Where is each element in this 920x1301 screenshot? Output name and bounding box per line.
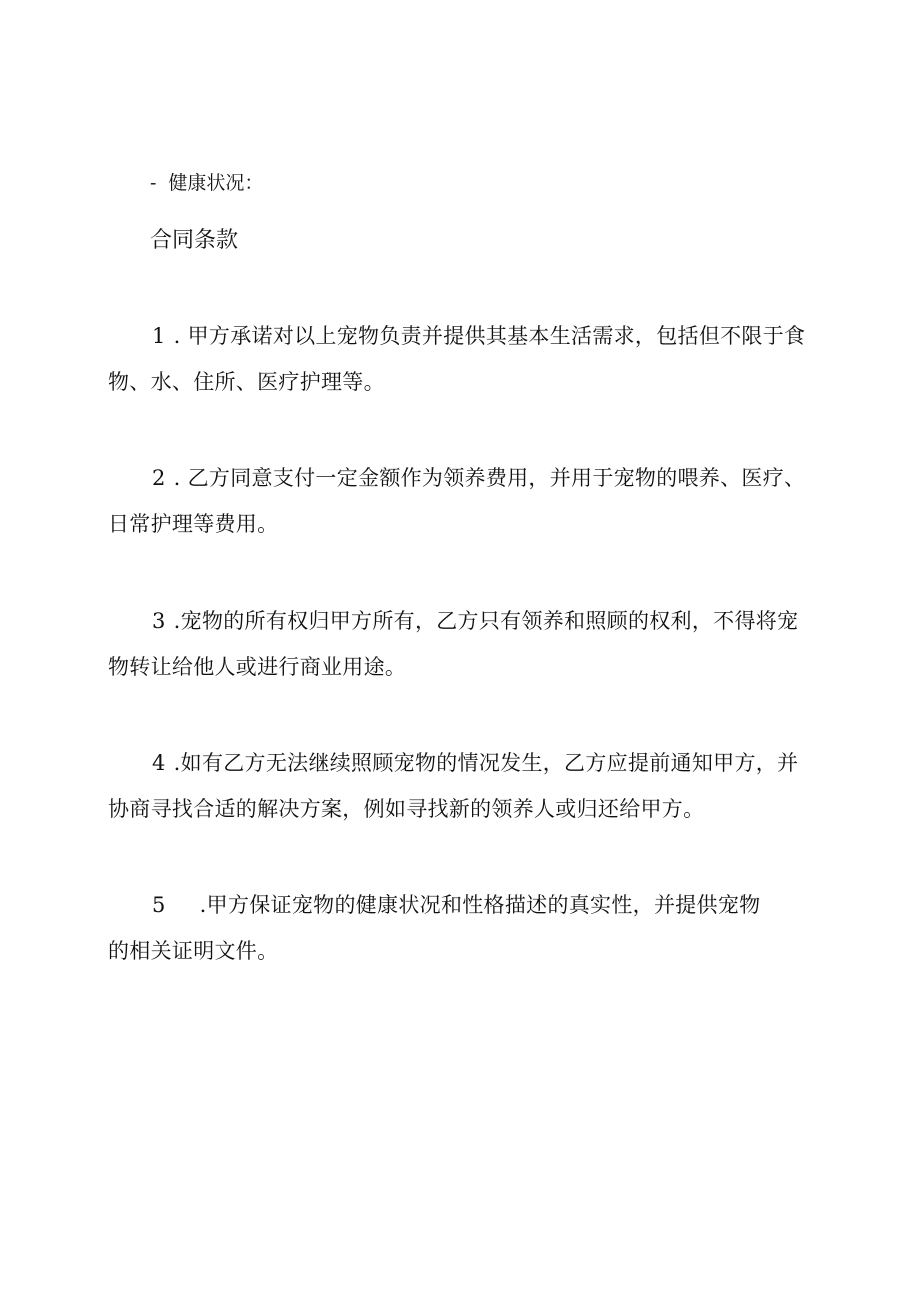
clause-first-line <box>108 882 820 928</box>
clause-continuation: 的相关证明文件。 <box>108 939 279 963</box>
section-title: 合同条款 <box>150 228 239 253</box>
clause-first-line <box>108 740 820 786</box>
clause-first-line <box>108 598 820 644</box>
clause-number: 4 <box>152 751 166 775</box>
clause-first-line <box>108 313 820 359</box>
clause-number: 5 <box>152 893 166 917</box>
clause-continuation: 协商寻找合适的解决方案，例如寻找新的领养人或归还给甲方。 <box>108 797 705 821</box>
clause-3 <box>108 598 820 690</box>
health-status-line <box>150 168 263 198</box>
clause-5 <box>108 882 820 974</box>
clause-text: . 乙方同意支付一定金额作为领养费用，并用于宠物的喂养、医疗、 <box>173 466 806 490</box>
clause-text: .甲方保证宠物的健康状况和性格描述的真实性，并提供宠物 <box>199 893 761 917</box>
clause-text: .如有乙方无法继续照顾宠物的情况发生，乙方应提前通知甲方，并 <box>173 751 799 775</box>
clause-number: 3 <box>152 609 166 633</box>
health-status-label: 健康状况： <box>168 172 264 194</box>
clause-text: . 甲方承诺对以上宠物负责并提供其基本生活需求，包括但不限于食 <box>173 324 806 348</box>
clause-number: 1 <box>152 324 166 348</box>
clause-4 <box>108 740 820 832</box>
clause-number: 2 <box>152 466 166 490</box>
clause-continuation: 物转让给他人或进行商业用途。 <box>108 655 407 679</box>
clause-continuation: 日常护理等费用。 <box>108 512 279 536</box>
clause-2 <box>108 455 820 547</box>
clause-text: .宠物的所有权归甲方所有，乙方只有领养和照顾的权利，不得将宠 <box>173 609 799 633</box>
clause-continuation: 物、水、住所、医疗护理等。 <box>108 370 385 394</box>
list-dash: - <box>150 172 157 194</box>
clause-first-line <box>108 455 820 501</box>
clause-1 <box>108 313 820 405</box>
